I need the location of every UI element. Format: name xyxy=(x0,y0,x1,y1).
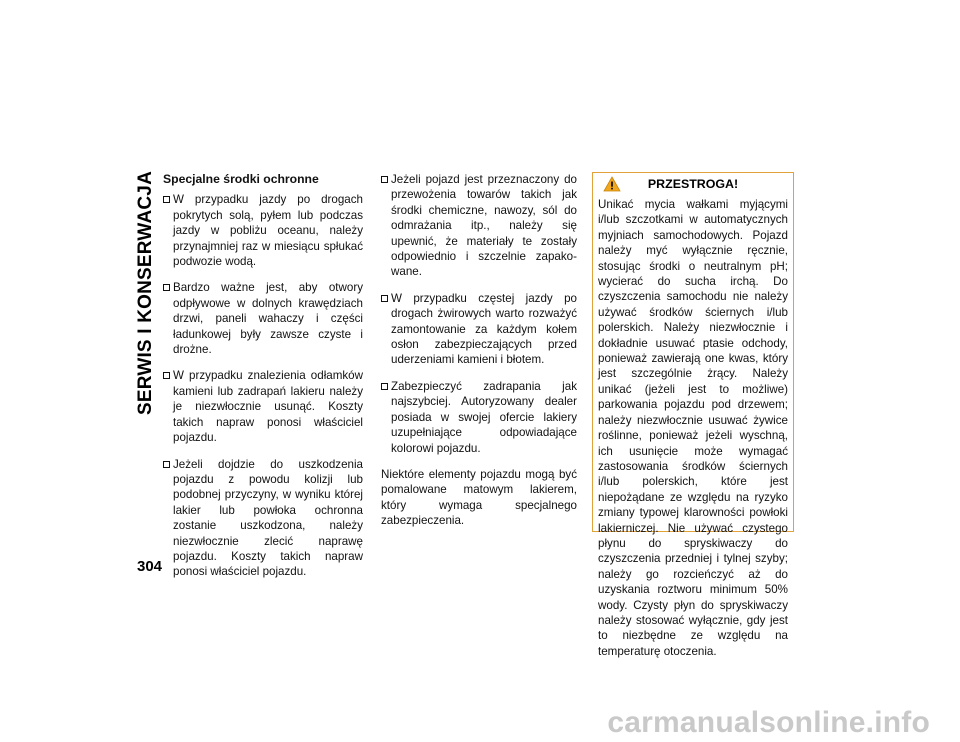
square-bullet-icon xyxy=(381,295,388,302)
square-bullet-icon xyxy=(163,461,170,468)
care-bullet-list xyxy=(163,192,363,579)
list-item xyxy=(381,291,577,368)
square-bullet-icon xyxy=(163,284,170,291)
list-item xyxy=(163,457,363,580)
square-bullet-icon xyxy=(163,372,170,379)
caution-text: Unikać mycia wałkami myjącymi i/lub szczotkami w automatycznych myjniach samochodowych. Pojazd należy myć wyłącznie ręcznie, stosując środki o neutralnym pH; wycierać do sucha irchą. Do czyszczenia samochodu nie należy używać środków ściernych i/lub polerskich. Należy niezwłocznie i dokładnie usuwać ptasie odchody, ponieważ zawierają one kwas, który jest szczególnie żrący. Należy unikać (jeżeli jest to możliwe) parkowania pojazdu pod drzewem; należy niezwłocznie usuwać żywice roślinne, ponieważ jeżeli wyschną, ich usunięcie może wymagać zastosowania środków ściernych i/lub polerskich, które jest niepożądane ze względu na ryzyko zmiany typowej klarowności powłoki lakierniczej. Nie używać czystego płynu do spryskiwaczy do czyszczenia przedniej i tylnej szyby; należy go rozcieńczyć aż do uzyskania roztworu minimum 50% wody. Czysty płyn do spryskiwaczy należy stosować wyłącznie, gdy jest to niezbędne ze względu na temperaturę otoczenia. xyxy=(598,198,788,658)
list-item xyxy=(163,280,363,357)
caution-header xyxy=(593,173,793,195)
list-item-text: Jeżeli pojazd jest przeznaczony do przewożenia towarów takich jak środki chemiczne, nawozy, sól do odmrażania itp., należy się upewnić, że materiały te zostały odpowiednio i szczelnie zapakowane. xyxy=(391,173,577,279)
left-column xyxy=(163,172,363,591)
list-item-text: W przypadku znalezienia odłamków kamieni lub zadrapań lakieru należy je niezwłocznie usunąć. Koszty takich napraw ponosi właściciel pojazdu. xyxy=(173,369,363,445)
list-item-text: Jeżeli dojdzie do uszkodzenia pojazdu z powodu kolizji lub podobnej przyczyny, w wyniku której lakier lub powłoka ochronna zostanie uszkodzona, należy niezwłocznie zlecić naprawę pojazdu. Koszty takich napraw ponosi właściciel pojazdu. xyxy=(173,457,363,579)
warning-triangle-icon xyxy=(603,176,621,192)
caution-box xyxy=(592,172,794,658)
square-bullet-icon xyxy=(381,176,388,183)
middle-column xyxy=(381,172,577,529)
caution-title: PRZESTROGA! xyxy=(647,177,739,191)
list-item xyxy=(381,379,577,456)
list-item xyxy=(163,192,363,269)
watermark: carmanualsonline.info xyxy=(607,706,930,739)
list-item-text: Bardzo ważne jest, aby otwory odpływowe w dolnych krawędziach drzwi, paneli wahaczy i części ładunkowej były zawsze czyste i drożne. xyxy=(173,281,363,357)
list-item xyxy=(163,368,363,445)
list-item-text: W przypadku jazdy po drogach pokrytych solą, pyłem lub podczas jazdy w pobliżu oceanu, należy przynajmniej raz w miesiącu spłukać podwozie wodą. xyxy=(173,193,363,269)
care-bullet-list-continued xyxy=(381,172,577,456)
page-number: 304 xyxy=(137,558,163,575)
list-item-text: Zabezpieczyć zadrapania jak najszybciej. Autoryzowany dealer posiada w swojej ofercie lakiery uzupełniające odpowiadające kolorowi pojazdu. xyxy=(391,379,577,455)
matte-paint-paragraph: Niektóre elementy pojazdu mogą być pomalowane matowym lakierem, który wymaga specjalnego zabezpieczenia. xyxy=(381,467,577,528)
square-bullet-icon xyxy=(381,383,388,390)
section-heading: Specjalne środki ochronne xyxy=(163,172,319,186)
square-bullet-icon xyxy=(163,196,170,203)
section-side-tab xyxy=(134,170,158,416)
list-item-text: W przypadku częstej jazdy po drogach żwirowych warto rozważyć zamontowanie za każdym kołem osłon zabezpieczających przed uderzeniami kamieni i błotem. xyxy=(391,291,577,367)
section-side-title: SERWIS I KONSERWACJA xyxy=(135,170,157,416)
list-item xyxy=(381,172,577,280)
